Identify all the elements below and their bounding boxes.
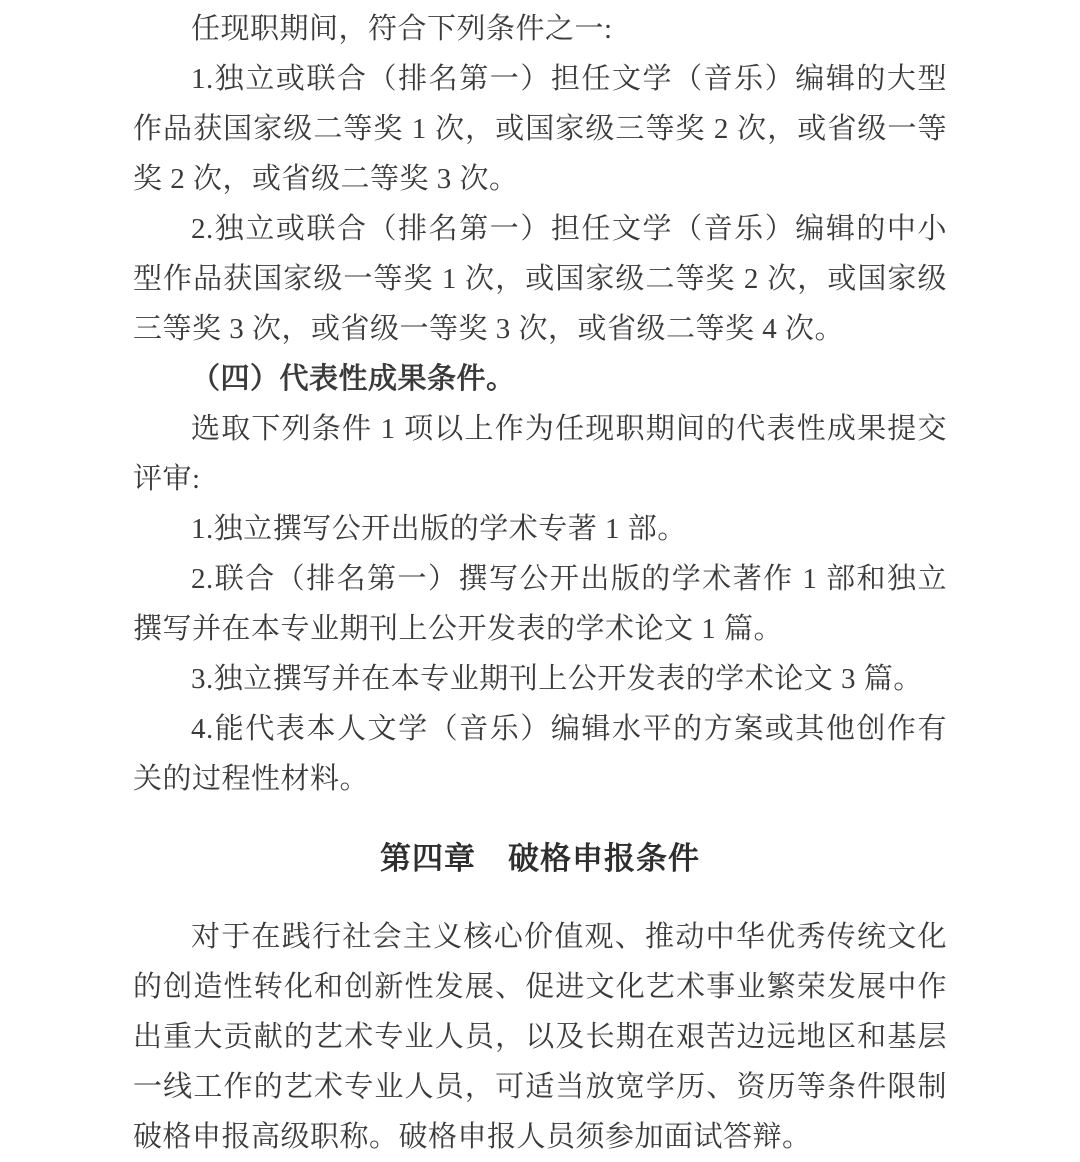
paragraph-achievements-intro: 选取下列条件 1 项以上作为任现职期间的代表性成果提交评审: xyxy=(133,413,947,495)
subheading-representative-achievements: （四）代表性成果条件。 xyxy=(191,363,516,395)
paragraph-achievement-item-4: 4.能代表本人文学（音乐）编辑水平的方案或其他创作有关的过程性材料。 xyxy=(133,713,947,795)
paragraph-condition-1-large-works-awards: 1.独立或联合（排名第一）担任文学（音乐）编辑的大型作品获国家级二等奖 1 次，或国家级三等奖 2 次，或省级一等奖 2 次，或省级二等奖 3 次。 xyxy=(133,63,947,195)
paragraph-achievement-item-1: 1.独立撰写公开出版的学术专著 1 部。 xyxy=(191,513,687,545)
paragraph-achievement-item-2: 2.联合（排名第一）撰写公开出版的学术著作 1 部和独立撰写并在本专业期刊上公开发表的学术论文 1 篇。 xyxy=(133,563,947,645)
paragraph-exceptional-application-conditions: 对于在践行社会主义核心价值观、推动中华优秀传统文化的创造性转化和创新性发展、促进文化艺术事业繁荣发展中作出重大贡献的艺术专业人员，以及长期在艰苦边远地区和基层一线工作的艺术专业人员，可适当放宽学历、资历等条件限制破格申报高级职称。破格申报人员须参加面试答辩。 xyxy=(133,921,947,1153)
paragraph-achievement-item-3: 3.独立撰写并在本专业期刊上公开发表的学术论文 3 篇。 xyxy=(191,663,923,695)
chapter-heading-exceptional-application: 第四章 破格申报条件 xyxy=(380,841,700,876)
document-body xyxy=(133,0,947,1162)
paragraph-conditions-intro: 任现职期间，符合下列条件之一: xyxy=(191,13,613,45)
paragraph-condition-2-small-medium-works-awards: 2.独立或联合（排名第一）担任文学（音乐）编辑的中小型作品获国家级一等奖 1 次，或国家级二等奖 2 次，或国家级三等奖 3 次，或省级一等奖 3 次，或省级二等奖 4 次。 xyxy=(133,213,947,345)
